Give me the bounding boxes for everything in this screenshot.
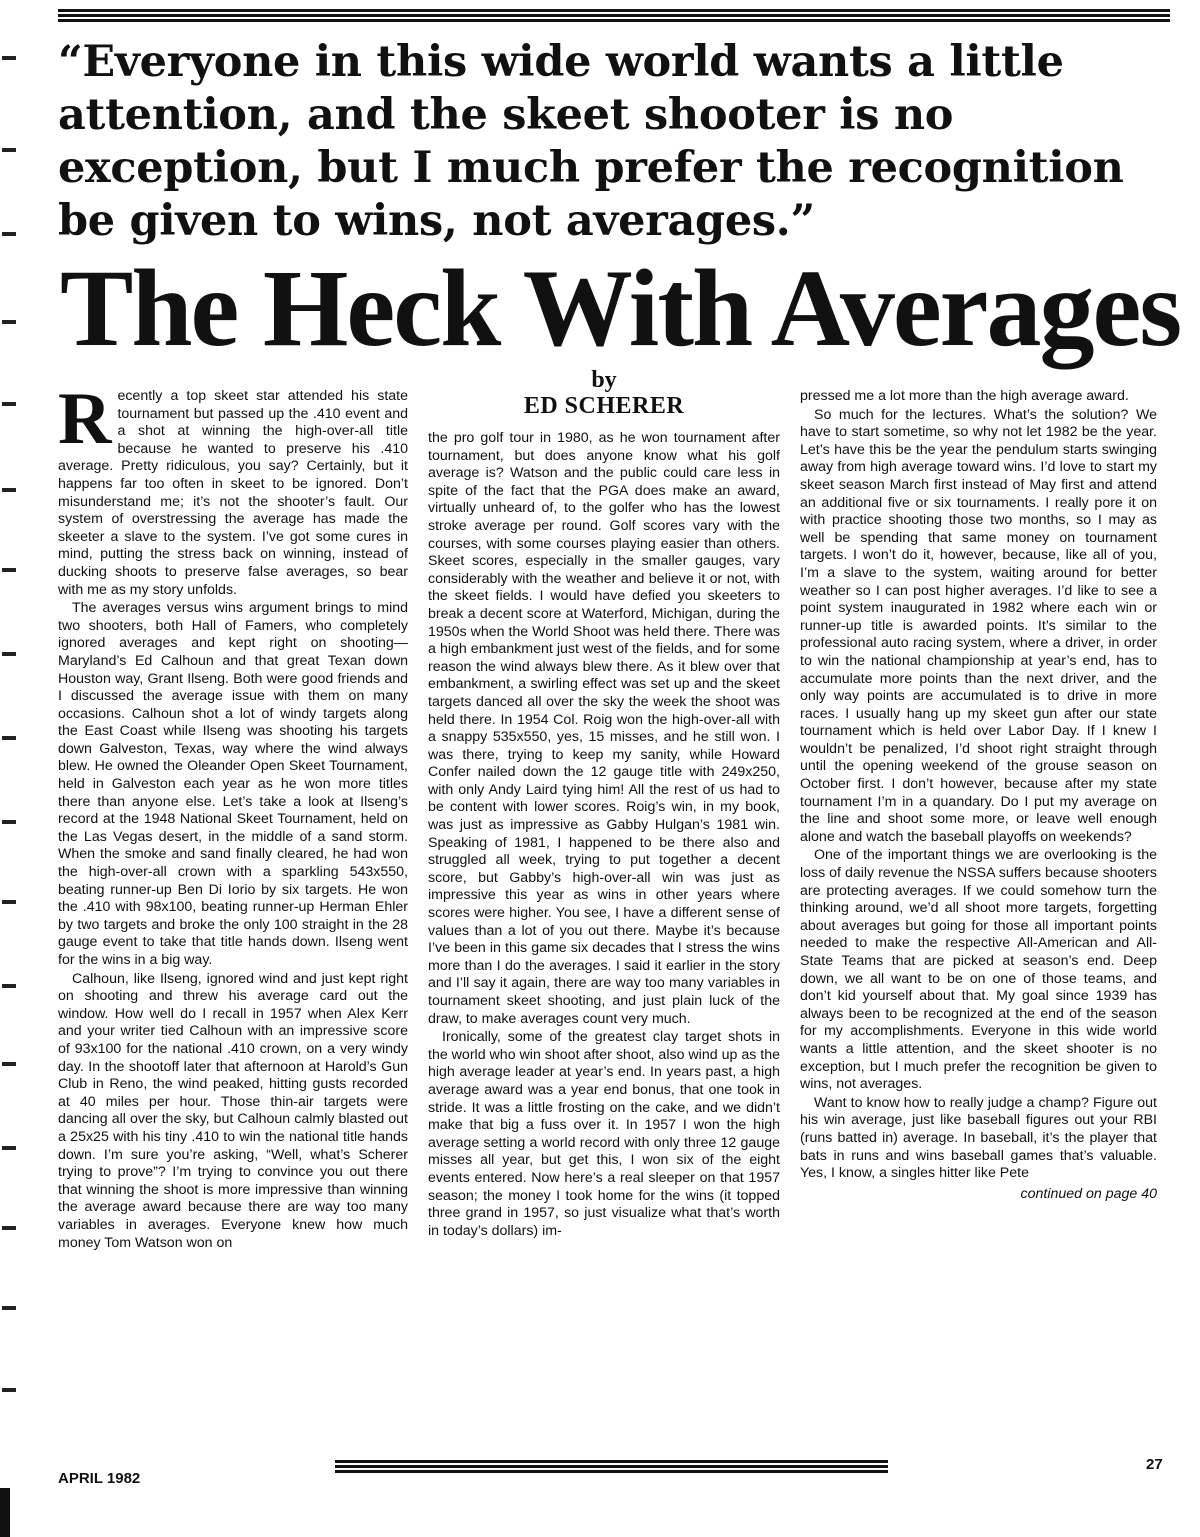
edge-mark [2,488,16,492]
paragraph: the pro golf tour in 1980, as he won tournament after tournament, but does anyone know what his golf average is? Watson and the public could care less in spite of the fact that the PGA does make an award, virtually unheard of, to the golfer who has the lowest stroke average per round. Golf scores vary with the courses, with some courses playing easier than others. Skeet scores, especially in the smaller gauges, vary considerably with the weather and believe it or not, with the skeet fields. I would have defied you skeeters to break a decent score at Waterford, Michigan, during the 1950s when the World Shoot was held there. There was a high embankment just west of the fields, and for some reason the wind always blew there. As it blew over that embankment, a swirling effect was set up and the skeet targets danced all over the sky the week the shoot was held there. In 1954 Col. Roig won the high-over-all with a snappy 535x550, yes, 15 misses, and he still won. I was there, trying to keep my sanity, while Howard Confer nailed down the 12 gauge title with 249x250, with only Andy Laird tying him! All the rest of us had to be content with lower scores. Roig’s win, in my book, was just as impressive as Gabby Hulgan’s 1981 win. Speaking of 1981, I happened to be there also and struggled all week, trying to put together a decent score, but Gabby’s high-over-all win was just as impressive this year as wins in other years where scores were higher. You see, I have a different sense of values than a lot of you out there. Maybe it’s because I’ve been in this game six decades that I stress the wins more than I do the averages. I said it earlier in the story and I’ll say it again, there are way too many variables in tournament skeet shooting, and just plain luck of the draw, to make averages count very much. [428,430,781,1027]
edge-mark [2,56,16,60]
top-rule [58,9,1170,24]
corner-mark [0,1488,10,1537]
byline-by: by [591,367,617,393]
paragraph: The averages versus wins argument brings to mind two shooters, both Hall of Famers, who completely ignored averages and kept right on shooting—Maryland’s Ed Calhoun and that great Texan down Houston way, Grant Ilseng. Both were good friends and I discussed the average issue with them on many occasions. Calhoun shot a lot of windy targets along the East Coast while Ilseng was shooting his targets down Galveston, Texas, way where the wind always blew. He owned the Oleander Open Skeet Tournament, held in Galveston each year as he won more titles there than anyone else. Let’s take a look at Ilseng’s record at the 1948 National Skeet Tournament, held on the Las Vegas desert, in the middle of a sand storm. When the smoke and sand finally cleared, he had won the high-over-all crown with a sparkling 543x550, beating runner-up Ben Di Iorio by six targets. He won the .410 with 98x100, beating runner-up Herman Ehler by two targets and broke the only 100 straight in the 28 gauge event to take that title hands down. Ilseng went for the wins in a big way. [58,600,408,968]
edge-mark [2,568,16,572]
edge-mark [2,402,16,406]
edge-mark [2,1306,16,1310]
continued-note: continued on page 40 [1020,1185,1157,1202]
column-3 [800,388,1157,1203]
paragraph: Calhoun, like Ilseng, ignored wind and just kept right on shooting and threw his average card out the window. How well do I recall in 1957 when Alex Kerr and your writer tied Calhoun with an impressive score of 93x100 for the national .410 crown, on a very windy day. In the shootoff later that afternoon at Harold’s Gun Club in Reno, the wind peaked, hitting gusts recorded at 40 miles per hour. Those thin-air targets were dancing all over the sky, but Calhoun calmly blasted out a 25x25 with his tiny .410 to win the national title hands down. I’m sure you’re asking, “Well, what’s Scherer trying to prove”? I’m trying to convince you out there that winning the shoot is more impressive than winning the average award because there are way too many variables in averages. Everyone knew how much money Tom Watson won on [58,970,408,1251]
bottom-rule [335,1460,888,1475]
page-number: 27 [1146,1456,1163,1473]
edge-mark [2,232,16,236]
edge-mark [2,736,16,740]
edge-mark [2,820,16,824]
paragraph: pressed me a lot more than the high average award. [800,388,1129,404]
edge-mark [2,1146,16,1150]
column-1 [58,378,408,1253]
paragraph: Recently a top skeet star attended his state tournament but passed up the .410 event and a shot at winning the high-over-all title because he wanted to preserve his .410 average. Pretty ridiculous, you say? Certainly, but it happens far too often in skeet to be ignored. Don’t misunderstand me; it’s not the shooter’s fault. Our system of overstressing the average has made the skeeter a slave to the system. I’ve got some cures in mind, putting the stress back on winning, instead of ducking shoots to preserve false averages, so bear with me as my story unfolds. [58,378,408,598]
edge-mark [2,320,16,324]
drop-cap: R [58,378,112,460]
byline [428,368,780,420]
pull-quote: “Everyone in this wide world wants a little attention, and the skeet shooter is no exception, but I much prefer the recognition be given to wins, not averages.” [58,37,1124,246]
edge-mark [2,652,16,656]
paragraph: One of the important things we are overlooking is the loss of daily revenue the NSSA suffers because shooters are protecting averages. If we could somehow turn the thinking around, we’d all shoot more targets, forgetting about averages but going for those all important points needed to make the respective All-American and All-State Teams that are picked at season’s end. Deep down, we all want to be on one of those teams, and don’t kid yourself about that. My goal since 1939 has always been to be recognized at the end of the season for my accomplishments. Everyone in this wide world wants a little attention, and the skeet shooter is no exception, but I much prefer the recognition be given to wins, not averages. [800,847,1157,1093]
edge-mark [2,1226,16,1230]
edge-mark [2,900,16,904]
headline: The Heck With Averages [60,247,1181,369]
edge-mark [2,984,16,988]
footer-date: APRIL 1982 [58,1470,141,1487]
paragraph: Ironically, some of the greatest clay target shots in the world who win shoot after shoot, also wind up as the high average leader at year’s end. In years past, a high average award was a year end bonus, that one took in stride. It was a little frosting on the cake, and we didn’t make that big a fuss over it. In 1957 I won the high average setting a world record with only three 12 gauge misses all year, but get this, I won six of the eight events entered. Now here’s a real sleeper on that 1957 season; the money I took home for the wins (it topped three grand in 1957, so just visualize what that’s worth in today’s dollars) im- [428,1029,780,1239]
column-2 [428,368,780,1241]
byline-author: ED SCHERER [523,393,685,419]
edge-mark [2,1388,16,1392]
edge-mark [2,1062,16,1066]
edge-mark [2,148,16,152]
paragraph: So much for the lectures. What’s the solution? We have to start sometime, so why not let 1982 be the year. Let’s have this be the year the pendulum starts swinging away from high average toward wins. I’d love to start my skeet season March first instead of May first and attend an additional five or six tournaments. I really pore it on with practice shooting those two months, so I may as well be spending that same money on tournament targets. I won’t do it, however, because, like all of you, I’m a slave to the system, waiting around for better weather so I can post higher averages. I’d like to see a point system inaugurated in 1982 where each win or runner-up title is awarded points. It’s similar to the professional auto racing system, where a driver, in order to win the national championship at year’s end, has to accumulate more points than the next driver, and the only way points are accumulated is to drive in more races. I usually hang up my skeet gun after our state tournament which is held over Labor Day. If I knew I wouldn’t be penalized, I’d shoot right straight through until the opening weekend of the grouse season on October first. I don’t however, because after my state tournament I’m in a quandary. Do I put my average on the line and shoot some more, or leave well enough alone and watch the baseball playoffs on weekends? [800,406,1157,845]
paragraph: Want to know how to really judge a champ? Figure out his win average, just like baseball figures out your RBI (runs batted in) average. In baseball, it’s the player that bats in runs and wins baseball games that’s valuable. Yes, I know, a singles hitter like Pete [800,1094,1157,1182]
